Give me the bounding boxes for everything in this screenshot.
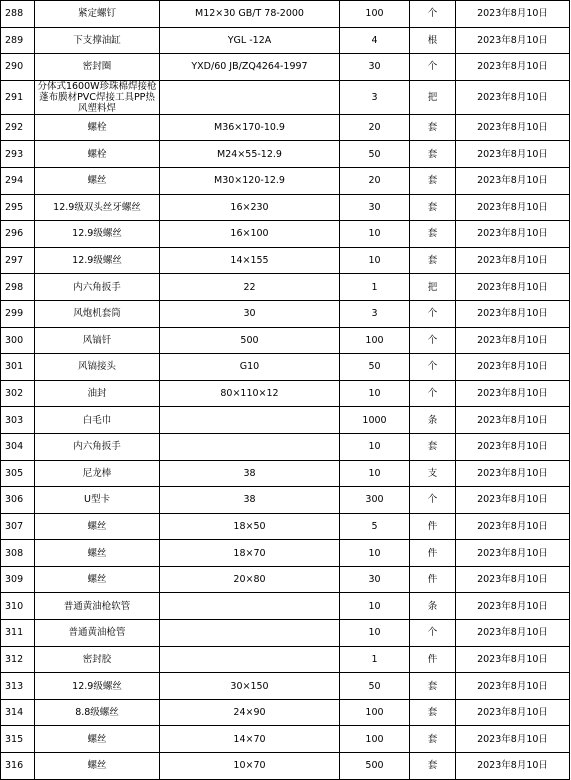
- item-quantity: 10: [340, 620, 410, 647]
- item-quantity: 30: [340, 566, 410, 593]
- item-unit: 个: [410, 354, 456, 381]
- item-quantity: 3: [340, 300, 410, 327]
- item-unit: 套: [410, 194, 456, 221]
- item-name: 螺丝: [35, 566, 160, 593]
- item-name: 螺丝: [35, 726, 160, 753]
- table-row: [1, 566, 570, 593]
- item-spec: YXD/60 JB/ZQ4264-1997: [160, 54, 340, 81]
- item-quantity: 100: [340, 699, 410, 726]
- item-unit: 件: [410, 646, 456, 673]
- item-spec: M12×30 GB/T 78-2000: [160, 1, 340, 28]
- item-unit: 套: [410, 699, 456, 726]
- row-number: 311: [1, 620, 35, 647]
- item-spec: YGL -12A: [160, 27, 340, 54]
- row-number: 307: [1, 513, 35, 540]
- row-number: 288: [1, 1, 35, 28]
- row-number: 297: [1, 247, 35, 274]
- table-row: [1, 194, 570, 221]
- item-unit: 个: [410, 1, 456, 28]
- row-number: 316: [1, 753, 35, 780]
- item-date: 2023年8月10日: [456, 274, 570, 301]
- item-unit: 个: [410, 327, 456, 354]
- item-name: 密封胶: [35, 646, 160, 673]
- item-name: 螺丝: [35, 167, 160, 194]
- item-quantity: 20: [340, 167, 410, 194]
- table-row: [1, 407, 570, 434]
- item-quantity: 50: [340, 141, 410, 168]
- table-row: [1, 247, 570, 274]
- item-name: 8.8级螺丝: [35, 699, 160, 726]
- item-spec: [160, 80, 340, 114]
- item-unit: 套: [410, 141, 456, 168]
- item-date: 2023年8月10日: [456, 167, 570, 194]
- row-number: 304: [1, 433, 35, 460]
- item-spec: 22: [160, 274, 340, 301]
- item-quantity: 10: [340, 433, 410, 460]
- item-date: 2023年8月10日: [456, 646, 570, 673]
- row-number: 315: [1, 726, 35, 753]
- item-spec: G10: [160, 354, 340, 381]
- row-number: 292: [1, 114, 35, 141]
- item-quantity: 4: [340, 27, 410, 54]
- table-row: [1, 221, 570, 248]
- item-quantity: 100: [340, 1, 410, 28]
- item-name: 12.9级螺丝: [35, 673, 160, 700]
- item-quantity: 3: [340, 80, 410, 114]
- item-name: 12.9级双头丝牙螺丝: [35, 194, 160, 221]
- item-unit: 套: [410, 673, 456, 700]
- item-name: 螺栓: [35, 141, 160, 168]
- item-spec: 30×150: [160, 673, 340, 700]
- item-date: 2023年8月10日: [456, 699, 570, 726]
- item-unit: 个: [410, 380, 456, 407]
- item-date: 2023年8月10日: [456, 327, 570, 354]
- item-unit: 套: [410, 433, 456, 460]
- table-row: [1, 460, 570, 487]
- item-date: 2023年8月10日: [456, 620, 570, 647]
- row-number: 313: [1, 673, 35, 700]
- row-number: 291: [1, 80, 35, 114]
- item-name: 普通黄油枪管: [35, 620, 160, 647]
- item-unit: 套: [410, 114, 456, 141]
- item-name: 螺丝: [35, 540, 160, 567]
- item-unit: 套: [410, 726, 456, 753]
- table-row: [1, 540, 570, 567]
- item-date: 2023年8月10日: [456, 27, 570, 54]
- item-unit: 套: [410, 247, 456, 274]
- table-row: [1, 354, 570, 381]
- item-unit: 根: [410, 27, 456, 54]
- item-spec: [160, 407, 340, 434]
- item-date: 2023年8月10日: [456, 54, 570, 81]
- item-name: 风镐接头: [35, 354, 160, 381]
- item-date: 2023年8月10日: [456, 380, 570, 407]
- item-date: 2023年8月10日: [456, 753, 570, 780]
- row-number: 309: [1, 566, 35, 593]
- table-body: [1, 1, 570, 780]
- item-spec: 500: [160, 327, 340, 354]
- table-row: [1, 433, 570, 460]
- item-unit: 件: [410, 540, 456, 567]
- item-name: 风镐钎: [35, 327, 160, 354]
- item-quantity: 30: [340, 194, 410, 221]
- item-date: 2023年8月10日: [456, 1, 570, 28]
- item-quantity: 10: [340, 221, 410, 248]
- row-number: 305: [1, 460, 35, 487]
- item-date: 2023年8月10日: [456, 487, 570, 514]
- item-name: 螺栓: [35, 114, 160, 141]
- item-name: 分体式1600W珍珠棉焊接枪蓬布膜材PVC焊接工具PP热风塑料焊: [35, 80, 160, 114]
- item-quantity: 10: [340, 593, 410, 620]
- row-number: 310: [1, 593, 35, 620]
- row-number: 300: [1, 327, 35, 354]
- table-row: [1, 513, 570, 540]
- table-row: [1, 167, 570, 194]
- row-number: 306: [1, 487, 35, 514]
- item-spec: [160, 646, 340, 673]
- table-row: [1, 646, 570, 673]
- item-unit: 个: [410, 300, 456, 327]
- table-row: [1, 380, 570, 407]
- table-row: [1, 300, 570, 327]
- table-row: [1, 327, 570, 354]
- table-row: [1, 54, 570, 81]
- item-quantity: 5: [340, 513, 410, 540]
- item-quantity: 500: [340, 753, 410, 780]
- item-quantity: 50: [340, 673, 410, 700]
- item-spec: 20×80: [160, 566, 340, 593]
- row-number: 308: [1, 540, 35, 567]
- item-unit: 条: [410, 593, 456, 620]
- item-unit: 条: [410, 407, 456, 434]
- row-number: 296: [1, 221, 35, 248]
- item-date: 2023年8月10日: [456, 247, 570, 274]
- item-spec: M36×170-10.9: [160, 114, 340, 141]
- row-number: 294: [1, 167, 35, 194]
- item-quantity: 300: [340, 487, 410, 514]
- item-spec: 38: [160, 460, 340, 487]
- item-spec: 38: [160, 487, 340, 514]
- row-number: 290: [1, 54, 35, 81]
- item-spec: [160, 593, 340, 620]
- row-number: 303: [1, 407, 35, 434]
- row-number: 312: [1, 646, 35, 673]
- item-date: 2023年8月10日: [456, 460, 570, 487]
- item-date: 2023年8月10日: [456, 513, 570, 540]
- item-unit: 个: [410, 620, 456, 647]
- item-spec: 30: [160, 300, 340, 327]
- item-spec: 80×110×12: [160, 380, 340, 407]
- item-unit: 个: [410, 487, 456, 514]
- item-date: 2023年8月10日: [456, 300, 570, 327]
- item-spec: 16×100: [160, 221, 340, 248]
- item-date: 2023年8月10日: [456, 673, 570, 700]
- item-unit: 支: [410, 460, 456, 487]
- item-date: 2023年8月10日: [456, 141, 570, 168]
- item-date: 2023年8月10日: [456, 726, 570, 753]
- item-name: 12.9级螺丝: [35, 221, 160, 248]
- item-name: 螺丝: [35, 753, 160, 780]
- item-date: 2023年8月10日: [456, 566, 570, 593]
- item-name: 12.9级螺丝: [35, 247, 160, 274]
- item-spec: 14×70: [160, 726, 340, 753]
- item-date: 2023年8月10日: [456, 354, 570, 381]
- item-unit: 件: [410, 566, 456, 593]
- item-spec: 10×70: [160, 753, 340, 780]
- item-date: 2023年8月10日: [456, 194, 570, 221]
- table-row: [1, 753, 570, 780]
- row-number: 295: [1, 194, 35, 221]
- item-quantity: 100: [340, 327, 410, 354]
- row-number: 299: [1, 300, 35, 327]
- table-row: [1, 80, 570, 114]
- item-name: 密封圈: [35, 54, 160, 81]
- item-date: 2023年8月10日: [456, 114, 570, 141]
- item-unit: 个: [410, 54, 456, 81]
- item-spec: 24×90: [160, 699, 340, 726]
- item-name: 白毛巾: [35, 407, 160, 434]
- item-unit: 套: [410, 753, 456, 780]
- row-number: 301: [1, 354, 35, 381]
- item-name: 风炮机套筒: [35, 300, 160, 327]
- item-name: 普通黄油枪软管: [35, 593, 160, 620]
- item-spec: 16×230: [160, 194, 340, 221]
- item-quantity: 1: [340, 274, 410, 301]
- table-row: [1, 620, 570, 647]
- item-name: 内六角扳手: [35, 433, 160, 460]
- item-quantity: 10: [340, 380, 410, 407]
- item-unit: 把: [410, 80, 456, 114]
- item-name: 下支撑油缸: [35, 27, 160, 54]
- item-spec: M24×55-12.9: [160, 141, 340, 168]
- row-number: 289: [1, 27, 35, 54]
- row-number: 298: [1, 274, 35, 301]
- item-quantity: 30: [340, 54, 410, 81]
- table-row: [1, 141, 570, 168]
- item-spec: 18×50: [160, 513, 340, 540]
- table-row: [1, 27, 570, 54]
- item-name: U型卡: [35, 487, 160, 514]
- item-date: 2023年8月10日: [456, 407, 570, 434]
- item-date: 2023年8月10日: [456, 433, 570, 460]
- item-name: 紧定螺钉: [35, 1, 160, 28]
- item-date: 2023年8月10日: [456, 80, 570, 114]
- row-number: 314: [1, 699, 35, 726]
- item-unit: 套: [410, 167, 456, 194]
- item-spec: 14×155: [160, 247, 340, 274]
- item-quantity: 50: [340, 354, 410, 381]
- item-spec: [160, 433, 340, 460]
- item-name: 螺丝: [35, 513, 160, 540]
- item-spec: 18×70: [160, 540, 340, 567]
- row-number: 293: [1, 141, 35, 168]
- item-quantity: 10: [340, 540, 410, 567]
- item-date: 2023年8月10日: [456, 593, 570, 620]
- item-quantity: 10: [340, 460, 410, 487]
- row-number: 302: [1, 380, 35, 407]
- table-row: [1, 274, 570, 301]
- table-row: [1, 114, 570, 141]
- item-spec: M30×120-12.9: [160, 167, 340, 194]
- item-unit: 件: [410, 513, 456, 540]
- item-quantity: 1000: [340, 407, 410, 434]
- table-row: [1, 487, 570, 514]
- table-row: [1, 593, 570, 620]
- item-spec: [160, 620, 340, 647]
- table-row: [1, 699, 570, 726]
- item-quantity: 100: [340, 726, 410, 753]
- item-quantity: 10: [340, 247, 410, 274]
- table-row: [1, 1, 570, 28]
- item-name: 油封: [35, 380, 160, 407]
- item-date: 2023年8月10日: [456, 540, 570, 567]
- item-quantity: 1: [340, 646, 410, 673]
- item-name: 尼龙棒: [35, 460, 160, 487]
- table-row: [1, 673, 570, 700]
- item-unit: 套: [410, 221, 456, 248]
- item-unit: 把: [410, 274, 456, 301]
- table-row: [1, 726, 570, 753]
- item-date: 2023年8月10日: [456, 221, 570, 248]
- item-name: 内六角扳手: [35, 274, 160, 301]
- item-quantity: 20: [340, 114, 410, 141]
